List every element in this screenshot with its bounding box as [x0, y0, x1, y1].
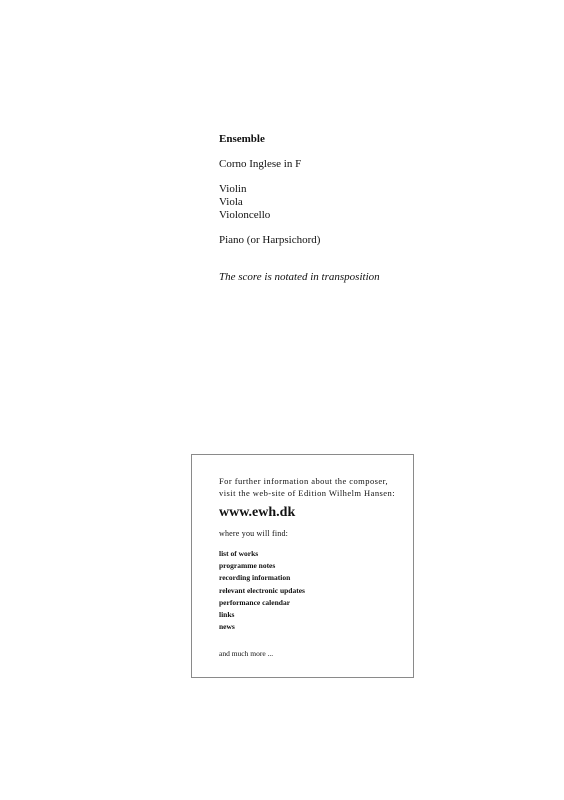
list-item: list of works — [219, 549, 259, 558]
list-item: programme notes — [219, 561, 276, 571]
features-list — [219, 548, 305, 633]
wind-group — [219, 158, 519, 171]
strings-group — [219, 183, 519, 222]
closing-text: and much more ... — [219, 649, 274, 658]
instrument-piano: Piano (or Harpsichord) — [219, 234, 321, 246]
ensemble-heading: Ensemble — [219, 133, 265, 145]
instrument-violin: Violin — [219, 183, 247, 195]
website-link[interactable]: www.ewh.dk — [219, 505, 296, 520]
instrument-violoncello: Violoncello — [219, 209, 271, 221]
find-text: where you will find: — [219, 529, 289, 538]
transposition-note: The score is notated in transposition — [219, 271, 380, 283]
info-intro — [219, 475, 395, 499]
publisher-info-box — [191, 454, 414, 678]
list-item: news — [219, 622, 235, 632]
instrument-viola: Viola — [219, 196, 243, 208]
info-intro-line-1: For further information about the composer, — [219, 476, 389, 486]
keyboard-group — [219, 234, 519, 247]
instrument-corno-inglese: Corno Inglese in F — [219, 158, 302, 170]
list-item: links — [219, 610, 235, 620]
list-item: relevant electronic updates — [219, 585, 305, 595]
ensemble-section — [219, 132, 519, 284]
info-intro-line-2: visit the web-site of Edition Wilhelm Hansen: — [219, 488, 396, 498]
list-item: recording information — [219, 573, 291, 583]
list-item: performance calendar — [219, 597, 291, 607]
